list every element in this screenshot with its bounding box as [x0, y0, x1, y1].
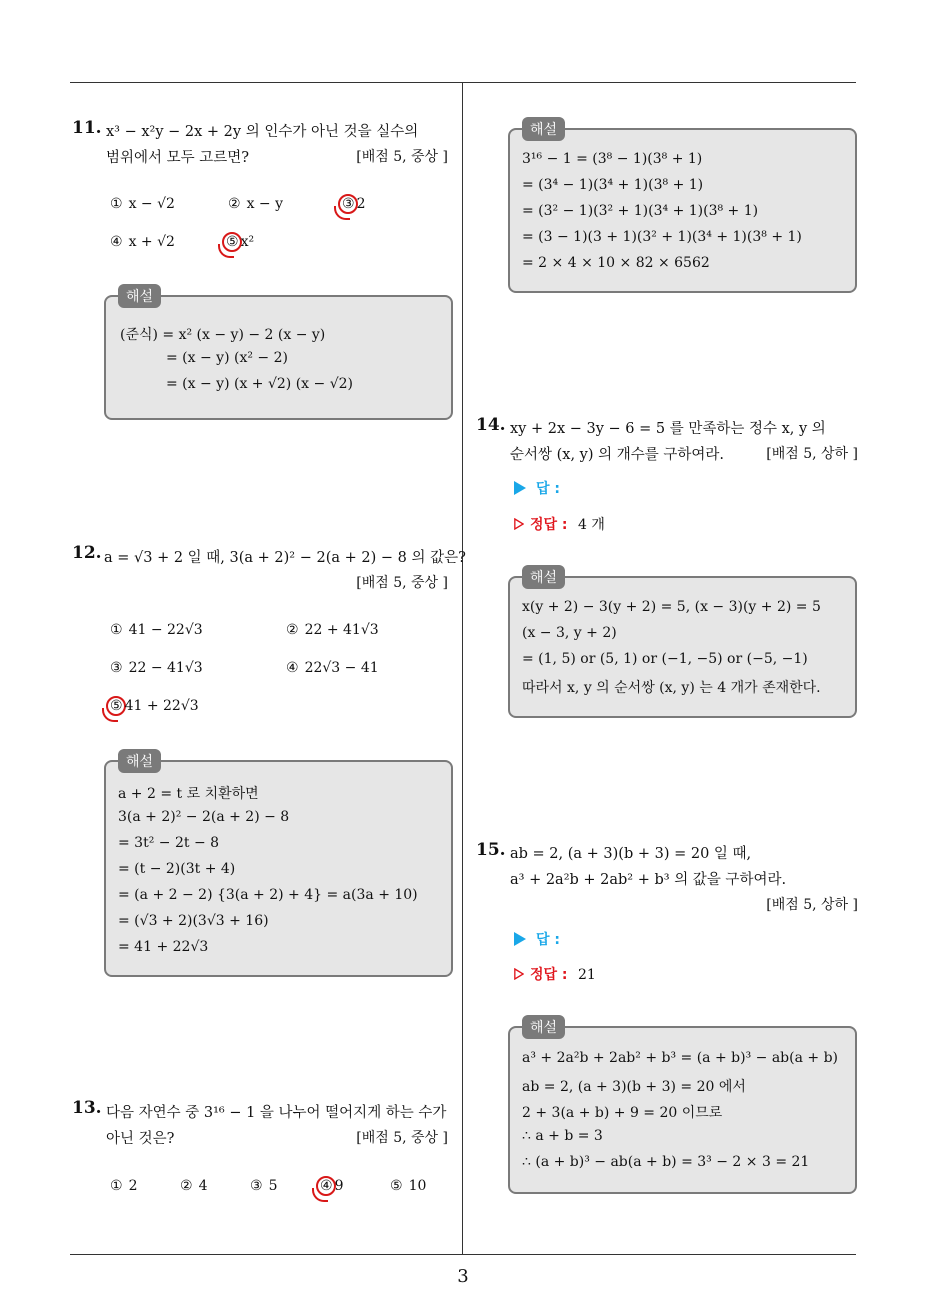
choice-text: 2 — [356, 196, 366, 212]
q15-answer-row[interactable] — [514, 929, 560, 949]
q13-number: 13. — [72, 1098, 102, 1118]
choice-text: 22√3 − 41 — [304, 660, 379, 676]
q14-answer-row[interactable] — [514, 478, 560, 498]
correct-value: 21 — [577, 967, 596, 983]
answer-label: 답 : — [536, 481, 560, 497]
q12-solution-line: 3(a + 2)² − 2(a + 2) − 8 — [118, 809, 290, 825]
q12-solution-line: = 3t² − 2t − 8 — [118, 835, 220, 851]
q11-choice-4[interactable] — [110, 234, 175, 250]
q15-solution-line: 2 + 3(a + b) + 9 = 20 이므로 — [522, 1105, 723, 1121]
q12-solution-tab: 해설 — [118, 749, 161, 773]
q13-solution-line: = (3² − 1)(3² + 1)(3⁴ + 1)(3⁸ + 1) — [522, 203, 759, 219]
q15-solution-line: a³ + 2a²b + 2ab² + b³ = (a + b)³ − ab(a + b) — [522, 1050, 838, 1066]
q12-choice-4[interactable] — [286, 660, 379, 676]
choice-number: ⑤ — [110, 698, 123, 714]
q12-solution-line: = 41 + 22√3 — [118, 939, 209, 955]
q14-solution-line: = (1, 5) or (5, 1) or (−1, −5) or (−5, −1) — [522, 651, 808, 667]
choice-number: ③ — [342, 196, 355, 212]
play-triangle-icon — [514, 481, 526, 495]
q13-solution-line: 3¹⁶ − 1 = (3⁸ − 1)(3⁸ + 1) — [522, 151, 703, 167]
q11-solution-line: = (x − y) (x² − 2) — [166, 350, 288, 366]
q15-solution-line: ∴ (a + b)³ − ab(a + b) = 3³ − 2 × 3 = 21 — [522, 1154, 810, 1170]
choice-text: x² — [240, 234, 255, 250]
q14-solution-line: 따라서 x, y 의 순서쌍 (x, y) 는 4 개가 존재한다. — [522, 680, 821, 696]
choice-number: ④ — [320, 1178, 333, 1194]
q13-solution-line: = (3⁴ − 1)(3⁴ + 1)(3⁸ + 1) — [522, 177, 704, 193]
choice-number: ② — [228, 196, 241, 212]
choice-text: x − √2 — [128, 196, 175, 212]
q12-choice-3[interactable] — [110, 660, 203, 676]
choice-text: x + √2 — [128, 234, 175, 250]
q15-stem-line2: a³ + 2a²b + 2ab² + b³ 의 값을 구하여라. — [510, 872, 787, 888]
correct-label: 정답 : — [530, 517, 568, 533]
q14-stem-line2: 순서쌍 (x, y) 의 개수를 구하여라. — [510, 447, 725, 463]
choice-text: x − y — [246, 196, 283, 212]
q13-stem-line1: 다음 자연수 중 3¹⁶ − 1 을 나누어 떨어지게 하는 수가 — [106, 1105, 447, 1121]
q13-choice-1[interactable] — [110, 1178, 137, 1194]
q15-solution-line: ∴ a + b = 3 — [522, 1128, 603, 1144]
q13-stem-line2: 아닌 것은? — [106, 1131, 175, 1147]
q11-stem-line1: x³ − x²y − 2x + 2y 의 인수가 아닌 것을 실수의 — [106, 124, 419, 140]
q11-solution-line: = (x − y) (x + √2) (x − √2) — [166, 376, 353, 392]
q14-number: 14. — [476, 415, 506, 435]
q14-correct-row — [514, 514, 605, 534]
choice-text: 41 − 22√3 — [128, 622, 203, 638]
choice-number: ③ — [250, 1178, 263, 1194]
q13-choice-2[interactable] — [180, 1178, 207, 1194]
correct-label: 정답 : — [530, 967, 568, 983]
choice-number: ② — [180, 1178, 193, 1194]
choice-text: 10 — [408, 1178, 427, 1194]
q13-choice-4[interactable] — [320, 1178, 343, 1194]
q14-stem-line1: xy + 2x − 3y − 6 = 5 를 만족하는 정수 x, y 의 — [510, 421, 826, 437]
q14-solution-line: x(y + 2) − 3(y + 2) = 5, (x − 3)(y + 2) = 5 — [522, 599, 821, 615]
choice-number: ② — [286, 622, 299, 638]
choice-text: 41 + 22√3 — [124, 698, 199, 714]
q13-choice-5[interactable] — [390, 1178, 426, 1194]
q13-solution-line: = 2 × 4 × 10 × 82 × 6562 — [522, 255, 710, 271]
q12-solution-line: = (a + 2 − 2) {3(a + 2) + 4} = a(3a + 10) — [118, 887, 418, 903]
q14-solution-line: (x − 3, y + 2) — [522, 625, 617, 641]
q12-solution-line: = (t − 2)(3t + 4) — [118, 861, 236, 877]
answer-label: 답 : — [536, 932, 560, 948]
choice-number: ① — [110, 1178, 123, 1194]
q15-solution-tab: 해설 — [522, 1015, 565, 1039]
q15-solution-line: ab = 2, (a + 3)(b + 3) = 20 에서 — [522, 1079, 746, 1095]
q15-number: 15. — [476, 840, 506, 860]
q12-score: [배점 5, 중상 ] — [356, 575, 448, 591]
q11-solution-tab: 해설 — [118, 284, 161, 308]
choice-text: 22 − 41√3 — [128, 660, 203, 676]
page-number: 3 — [457, 1266, 469, 1287]
choice-text: 5 — [268, 1178, 278, 1194]
correct-value: 4 개 — [577, 517, 605, 533]
choice-text: 4 — [198, 1178, 208, 1194]
q15-stem-line1: ab = 2, (a + 3)(b + 3) = 20 일 때, — [510, 846, 752, 862]
q13-score: [배점 5, 중상 ] — [356, 1130, 448, 1146]
choice-number: ⑤ — [226, 234, 239, 250]
top-rule — [70, 82, 856, 83]
column-divider — [462, 82, 463, 1254]
q12-stem-line1: a = √3 + 2 일 때, 3(a + 2)² − 2(a + 2) − 8 의 값은? — [104, 550, 466, 566]
choice-number: ④ — [286, 660, 299, 676]
choice-number: ① — [110, 196, 123, 212]
hollow-triangle-icon — [514, 518, 524, 530]
q12-choice-2[interactable] — [286, 622, 379, 638]
q12-number: 12. — [72, 543, 102, 563]
bottom-rule — [70, 1254, 856, 1255]
choice-text: 9 — [334, 1178, 344, 1194]
q14-solution-tab: 해설 — [522, 565, 565, 589]
q11-choice-1[interactable] — [110, 196, 175, 212]
q12-solution-line: = (√3 + 2)(3√3 + 16) — [118, 913, 269, 929]
q11-choice-3[interactable] — [342, 196, 365, 212]
choice-number: ⑤ — [390, 1178, 403, 1194]
q15-correct-row — [514, 964, 596, 984]
choice-number: ① — [110, 622, 123, 638]
q11-solution-line: (준식) = x² (x − y) − 2 (x − y) — [120, 327, 326, 343]
q12-choice-5[interactable] — [110, 698, 199, 714]
q13-solution-tab: 해설 — [522, 117, 565, 141]
q11-choice-2[interactable] — [228, 196, 283, 212]
choice-number: ④ — [110, 234, 123, 250]
q14-score: [배점 5, 상하 ] — [766, 446, 858, 462]
q12-solution-line: a + 2 = t 로 치환하면 — [118, 786, 259, 802]
q11-choice-5[interactable] — [226, 234, 254, 250]
choice-text: 22 + 41√3 — [304, 622, 379, 638]
choice-number: ③ — [110, 660, 123, 676]
q11-number: 11. — [72, 118, 102, 138]
q12-choice-1[interactable] — [110, 622, 203, 638]
play-triangle-icon — [514, 932, 526, 946]
q11-score: [배점 5, 중상 ] — [356, 149, 448, 165]
q15-score: [배점 5, 상하 ] — [766, 897, 858, 913]
q13-solution-line: = (3 − 1)(3 + 1)(3² + 1)(3⁴ + 1)(3⁸ + 1) — [522, 229, 802, 245]
q11-stem-line2: 범위에서 모두 고르면? — [106, 150, 250, 166]
hollow-triangle-icon — [514, 968, 524, 980]
choice-text: 2 — [128, 1178, 138, 1194]
q13-choice-3[interactable] — [250, 1178, 277, 1194]
